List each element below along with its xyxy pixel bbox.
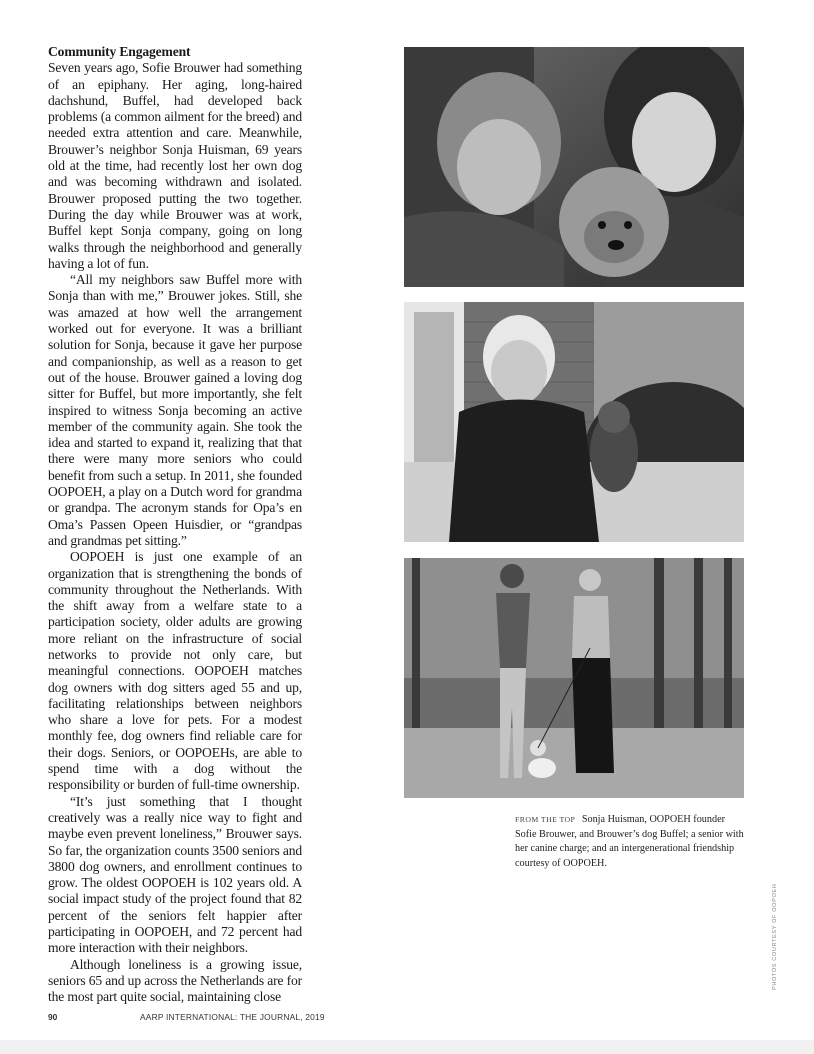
article-paragraph-3: OOPOEH is just one example of an organization that is strengthening the bonds of community throughout the Netherlands. With the shift away from a welfare state to a participation society, older adults are growing more reliant on the infrastructure of social networks to provide not only care, but meaningful connections. OOPOEH matches dog owners with dog sitters aged 55 and up, facilitating relationships between neighbors who share a love for pets. For a modest monthly fee, dog owners find reliable care for their dogs. Seniors, or OOPOEHs, are able to spend time with a dog without the responsibility or burden of full-time ownership. (48, 549, 302, 793)
article-paragraph-5: Although loneliness is a growing issue, seniors 65 and up across the Netherlands are for the most part quite social, maintaining close (48, 956, 303, 1005)
photo-caption (515, 813, 747, 871)
caption-text: Sonja Huisman, OOPOEH founder Sofie Brouwer, and Brouwer’s dog Buffel; a senior with her canine charge; and an intergenerational friendship courtesy of OOPOEH. (515, 814, 744, 869)
photo-women-with-dog (404, 47, 744, 287)
article-paragraph-1: Seven years ago, Sofie Brouwer had something of an epiphany. Her aging, long-haired dachshund, Buffel, had developed back problems (a common ailment for the breed) and needed extra attention and care. Meanwhile, Brouwer’s neighbor Sonja Huisman, 69 years old at the time, had recently lost her own dog and was becoming withdrawn and isolated. Brouwer proposed putting the two together. During the day while Brouwer was at work, Buffel kept Sonja company, going on long walks through the neighborhood and generally having a lot of fun. (48, 60, 302, 271)
photo-credit: PHOTOS COURTESY OF OOPOEH (772, 883, 778, 990)
article-column (48, 44, 302, 1006)
caption-lead: FROM THE TOP (515, 815, 576, 824)
photo-senior-with-dachshund (404, 302, 744, 542)
article-paragraph-4: “It’s just something that I thought creatively was a really nice way to fight and maybe even prevent loneliness,” Brouwer says. So far, the organization counts 3500 seniors and 3800 dog owners, and enrollment continues to grow. The oldest OOPOEH is 102 years old. A social impact study of the project found that 82 percent of the seniors felt happier after participating in OOPOEH, and 72 percent had more interaction with their neighbors. (48, 793, 303, 956)
page-bottom-band (0, 1040, 814, 1054)
photo-walking-with-dog (404, 558, 744, 798)
article-paragraph-2: “All my neighbors saw Buffel more with Sonja than with me,” Brouwer jokes. Still, she was amazed at how well the arrangement worked out for everyone. It was a brilliant solution for Sonja, because it gave her purpose and companionship, as well as a reason to get out of the house. Brouwer gained a loving dog sitter for Buffel, but more importantly, she felt inspired to witness Sonja becoming an active member of the community again. She took the idea and started to expand it, realizing that that there were many more seniors who could benefit from such a setup. In 2011, she founded OOPOEH, a play on a Dutch word for grandma or grandpa. The acronym stands for Opa’s en Oma’s Passen Opeen Huisdier, or “grandpas and grandmas pet sitting.” (48, 272, 302, 548)
publication-footer: AARP INTERNATIONAL: THE JOURNAL, 2019 (140, 1012, 325, 1022)
section-heading: Community Engagement (48, 44, 191, 59)
page-number: 90 (48, 1012, 58, 1022)
